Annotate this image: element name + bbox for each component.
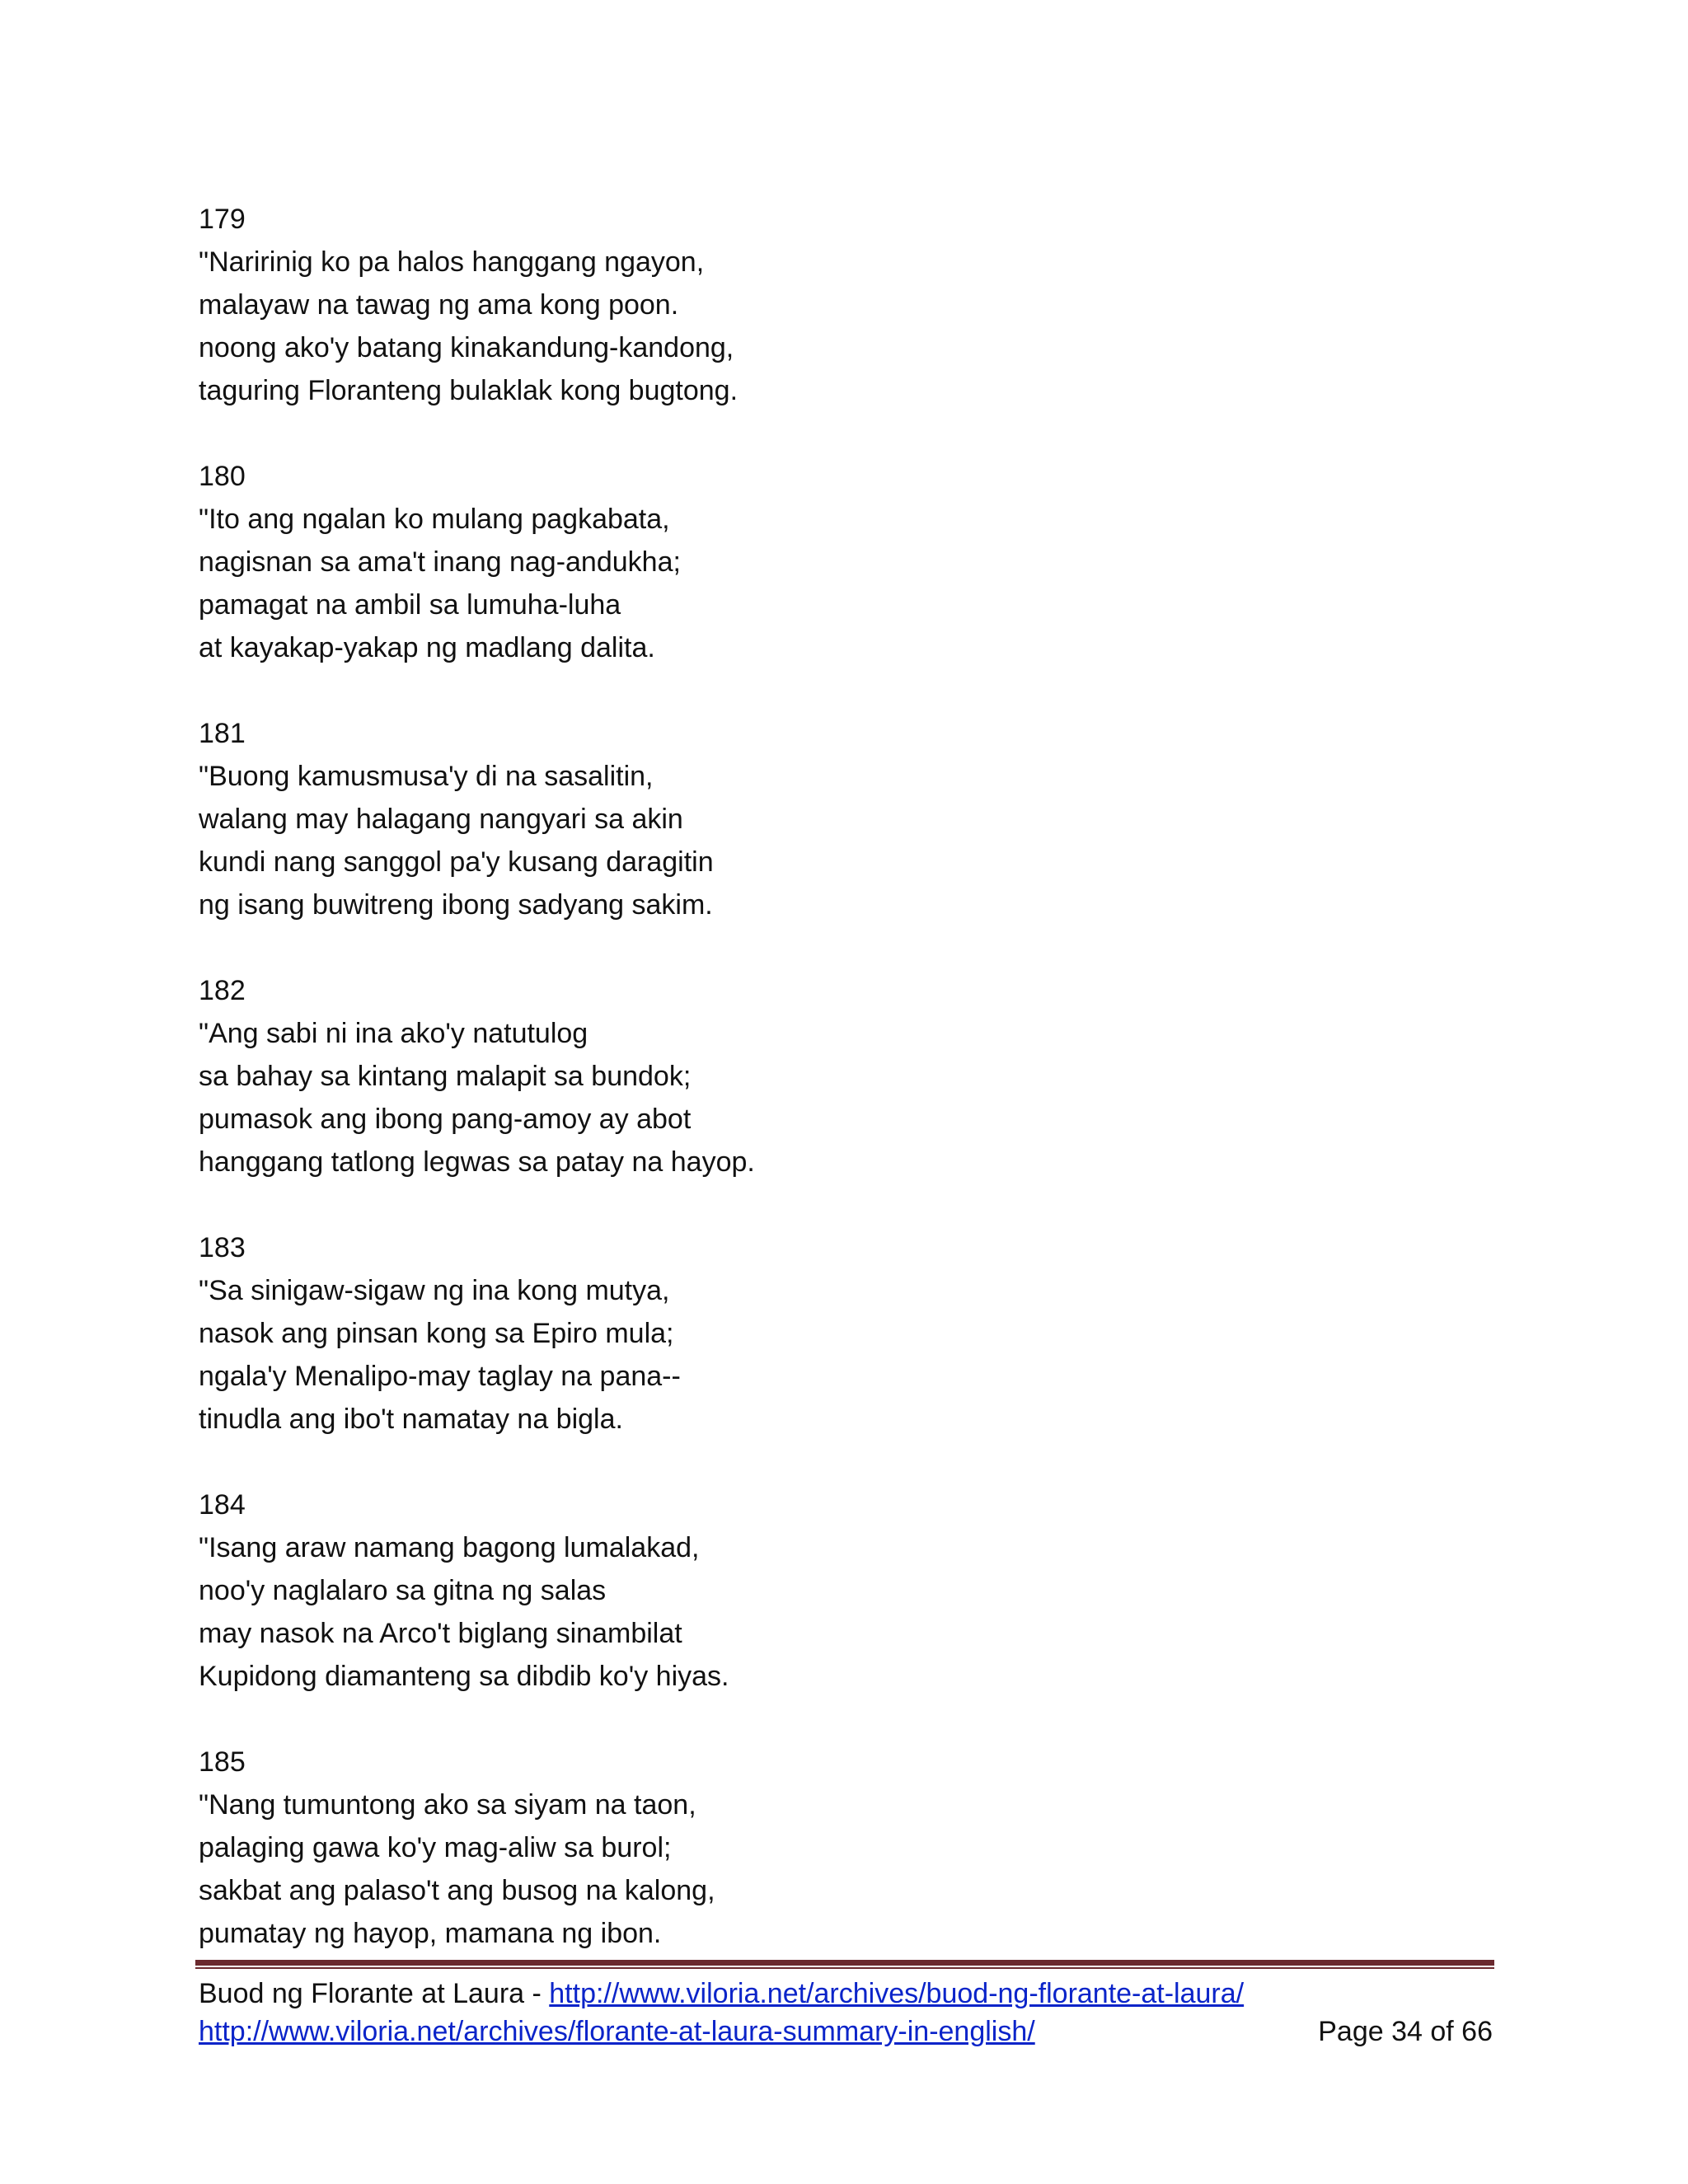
verse-line: Kupidong diamanteng sa dibdib ko'y hiyas. [199,1661,729,1692]
stanza-number: 183 [199,1232,246,1263]
stanza-number: 180 [199,461,246,492]
verse-list [199,198,1353,1998]
stanza-number: 182 [199,975,246,1006]
footer-row-2 [199,2013,1493,2050]
page-footer [199,1975,1493,2050]
verse-line: "Naririnig ko pa halos hanggang ngayon, [199,246,705,278]
stanza-184 [199,1483,1353,1698]
verse-line: nagisnan sa ama't inang nag-andukha; [199,546,681,578]
verse-line: nasok ang pinsan kong sa Epiro mula; [199,1318,674,1349]
verse-line: pumatay ng hayop, mamana ng ibon. [199,1918,662,1949]
footer-divider-thin [195,1967,1494,1969]
verse-line: noo'y naglalaro sa gitna ng salas [199,1575,607,1606]
footer-divider-thick [195,1960,1494,1966]
verse-line: "Buong kamusmusa'y di na sasalitin, [199,761,654,792]
verse-line: "Ito ang ngalan ko mulang pagkabata, [199,504,670,535]
verse-line: ngala'y Menalipo-may taglay na pana-- [199,1361,681,1392]
stanza-182 [199,969,1353,1183]
page-number: Page 34 of 66 [1318,2016,1493,2047]
stanza-183 [199,1226,1353,1441]
verse-line: palaging gawa ko'y mag-aliw sa burol; [199,1832,672,1863]
verse-line: malayaw na tawag ng ama kong poon. [199,289,679,321]
stanza-181 [199,712,1353,926]
footer-link-summary-english[interactable]: http://www.viloria.net/archives/florante-at-laura-summary-in-english/ [199,2016,1035,2047]
verse-line: noong ako'y batang kinakandung-kandong, [199,332,734,363]
verse-line: sa bahay sa kintang malapit sa bundok; [199,1061,692,1092]
verse-line: hanggang tatlong legwas sa patay na hayop. [199,1146,755,1178]
stanza-180 [199,455,1353,669]
verse-line: pamagat na ambil sa lumuha-luha [199,589,621,621]
verse-line: ng isang buwitreng ibong sadyang sakim. [199,889,713,921]
verse-line: pumasok ang ibong pang-amoy ay abot [199,1104,692,1135]
verse-line: "Nang tumuntong ako sa siyam na taon, [199,1789,696,1821]
verse-line: at kayakap-yakap ng madlang dalita. [199,632,655,663]
footer-title: Buod ng Florante at Laura - [199,1978,550,2009]
verse-line: taguring Floranteng bulaklak kong bugtong. [199,375,738,406]
verse-line: sakbat ang palaso't ang busog na kalong, [199,1875,715,1906]
verse-line: "Sa sinigaw-sigaw ng ina kong mutya, [199,1275,670,1306]
footer-divider [195,1960,1494,1970]
footer-row-1 [199,1975,1493,2013]
stanza-179 [199,198,1353,412]
stanza-185 [199,1741,1353,1955]
stanza-number: 184 [199,1489,246,1521]
verse-line: "Isang araw namang bagong lumalakad, [199,1532,700,1563]
verse-line: "Ang sabi ni ina ako'y natutulog [199,1018,588,1049]
verse-line: walang may halagang nangyari sa akin [199,804,683,835]
verse-line: tinudla ang ibo't namatay na bigla. [199,1404,623,1435]
footer-link-buod[interactable]: http://www.viloria.net/archives/buod-ng-florante-at-laura/ [549,1978,1245,2009]
stanza-number: 179 [199,204,246,235]
verse-line: kundi nang sanggol pa'y kusang daragitin [199,846,714,878]
stanza-number: 185 [199,1746,246,1778]
stanza-number: 181 [199,718,246,749]
verse-line: may nasok na Arco't biglang sinambilat [199,1618,682,1649]
